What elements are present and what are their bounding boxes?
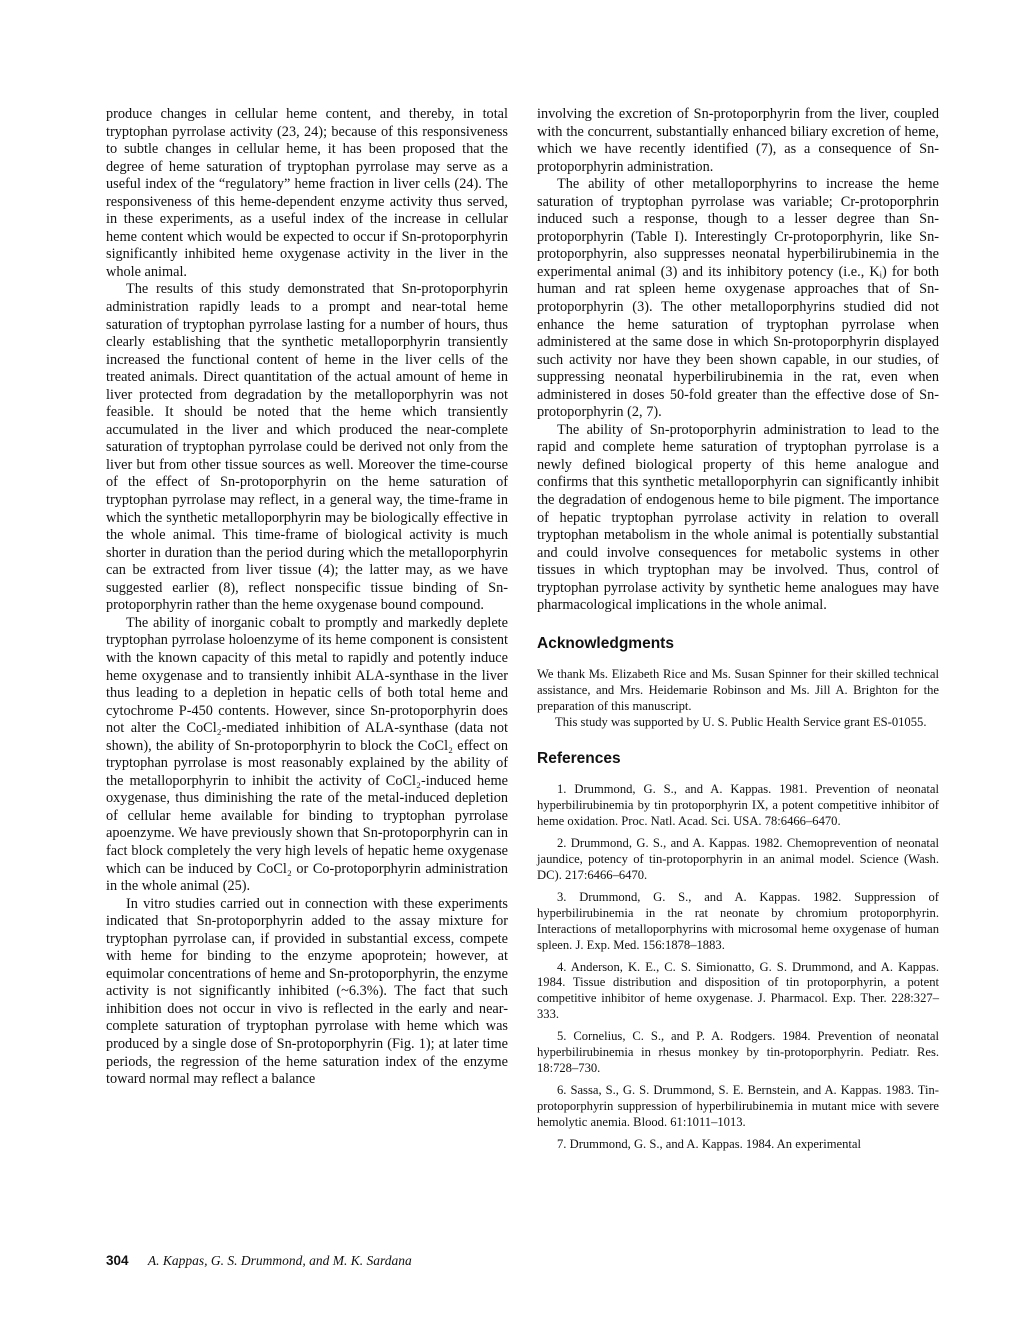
reference-item: 5. Cornelius, C. S., and P. A. Rodgers. 1984. Prevention of neonatal hyperbilirubinemia in rhesus monkey by tin-protoporphyrin. Pediatr. Res. 18:728–730. [537, 1029, 939, 1075]
body-paragraph: In vitro studies carried out in connection with these experiments indicated that Sn-protoporphyrin added to the assay mixture for tryptophan pyrrolase can, if provided in substantial excess, compete with heme for binding to the enzyme apoprotein; however, at equimolar concentrations of heme and Sn-protoporphyrin, the enzyme activity is not significantly inhibited (~6.3%). The fact that such inhibition does not occur in vivo is reflected in the early and near-complete saturation of tryptophan pyrrolase with heme which was produced by a single dose of Sn-protoporphyrin (Fig. 1); at later time periods, the regression of the heme saturation index of the enzyme toward normal may reflect a balance [106, 895, 508, 1088]
reference-item: 4. Anderson, K. E., C. S. Simionatto, G. S. Drummond, and A. Kappas. 1984. Tissue distribution and disposition of tin protoporphyrin, a potent competitive inhibitor of heme oxygenase. J. Pharmacol. Exp. Ther. 228:327–333. [537, 959, 939, 1022]
reference-item: 7. Drummond, G. S., and A. Kappas. 1984. An experimental [557, 1136, 861, 1151]
body-paragraph: produce changes in cellular heme content, and thereby, in total tryptophan pyrrolase activity (23, 24); because of this responsiveness to subtle changes in cellular heme, it has been proposed that the degree of heme saturation of tryptophan pyrrolase may serve as a useful index of the “regulatory” heme fraction in liver cells (24). The responsiveness of this heme-dependent enzyme activity thus served, in these experiments, as a useful index of the increase in cellular heme content which would be expected to occur if Sn-protoporphyrin significantly inhibited heme oxygenase activity in the liver in the whole animal. [106, 106, 508, 280]
acknowledgments-heading: Acknowledgments [537, 634, 674, 652]
reference-item: 3. Drummond, G. S., and A. Kappas. 1982. Suppression of hyperbilirubinemia in the rat neonate by chromium protoporphyrin. Interactions of metalloporphyrins with microsomal heme oxygenase of human spleen. J. Exp. Med. 156:1878–1883. [537, 889, 939, 952]
body-paragraph: The ability of other metalloporphyrins to increase the heme saturation of tryptophan pyrrolase was variable; Cr-protoporphrin induced such a response, though to a lesser degree than Sn-protoporphyrin (Table I). Interestingly Cr-protoporphyrin, like Sn-protoporphyrin, also suppresses neonatal hyperbilirubinemia in the experimental animal (3) and its inhibitory potency (i.e., Kᵢ) for both human and rat spleen heme oxygenase approaches that of Sn-protoporphyrin (3). The other metalloporphyrins studied did not enhance the heme saturation of tryptophan pyrrolase when administered at the same dose in which Sn-protoporphyrin displayed such activity nor have they been shown capable, in our studies, of suppressing neonatal hyperbilirubinemia in the rat, even when administered in doses 50-fold greater than the effective dose of Sn-protoporphyrin (2, 7). [537, 176, 939, 421]
reference-item: 2. Drummond, G. S., and A. Kappas. 1982. Chemoprevention of neonatal jaundice, potency of tin-protoporphyrin in an animal model. Science (Wash. DC). 217:6466–6470. [537, 836, 939, 883]
page-number: 304 [106, 1253, 129, 1268]
body-paragraph: The ability of inorganic cobalt to promptly and markedly deplete tryptophan pyrrolase holoenzyme of its heme component is consistent with the known capacity of this metal to rapidly and potently induce heme oxygenase and to transiently inhibit ALA-synthase in the liver thus leading to a depletion in hepatic cells of both total heme and cytochrome P-450 contents. However, since Sn-protoporphyrin does not alter the CoCl₂-mediated inhibition of ALA-synthase (data not shown), the ability of Sn-protoporphyrin to block the CoCl₂ effect on tryptophan pyrrolase is most reasonably explained by the ability of the metalloporphyrin to inhibit the activity of CoCl₂-induced heme oxygenase, thus diminishing the rate of the metal-induced depletion of cellular heme available for binding to tryptophan pyrrolase apoenzyme. We have previously shown that Sn-protoporphyrin can in fact block completely the very high levels of hepatic heme oxygenase which can be induced by CoCl₂ or Co-protoporphyrin administration in the whole animal (25). [106, 614, 508, 895]
body-paragraph: The results of this study demonstrated that Sn-protoporphyrin administration rapidly leads to a prompt and near-total heme saturation of tryptophan pyrrolase lasting for a number of hours, thus clearly establishing that the synthetic metalloporphyrin transiently increased the functional content of heme in the liver cells of the treated animals. Direct quantitation of the actual amount of heme in liver protected from degradation by the metalloporphyrin was not feasible. It should be noted that the heme which transiently accumulated in the liver and which produced the near-complete saturation of tryptophan pyrrolase could be derived not only from the liver but from other tissue sources as well. Moreover the time-course of the effect of Sn-protoporphyrin on the heme saturation of tryptophan pyrrolase may reflect, in a general way, the time-frame in which the synthetic metalloporphyrin may be biologically effective in the whole animal. This time-frame of biological activity is much shorter in duration than the period during which the metalloporphyrin can be extracted from liver tissue (4); the latter may, as we have suggested earlier (8), reflect nonspecific tissue binding of Sn-protoporphyrin rather than the heme oxygenase bound compound. [106, 281, 508, 614]
body-paragraph: involving the excretion of Sn-protoporphyrin from the liver, coupled with the concurrent, substantially enhanced biliary excretion of heme, which we have recently identified (7), as a consequence of Sn-protoporphyrin administration. [537, 106, 939, 175]
left-column [106, 106, 508, 1089]
right-column [537, 106, 939, 1159]
running-authors: A. Kappas, G. S. Drummond, and M. K. Sardana [147, 1253, 412, 1268]
body-paragraph: The ability of Sn-protoporphyrin administration to lead to the rapid and complete heme saturation of tryptophan pyrrolase is a newly defined biological property of this heme analogue and confirms that this synthetic metalloporphyrin can significantly inhibit the degradation of endogenous heme to bile pigment. The importance of hepatic tryptophan pyrrolase activity in relation to overall tryptophan metabolism in the whole animal is potentially substantial and could involve consequences for metabolic systems in other tissues in which tryptophan may be involved. Thus, control of tryptophan pyrrolase activity by synthetic heme analogues may have pharmacological implications in the whole animal. [537, 421, 939, 614]
references-list [537, 782, 939, 1152]
page-footer [106, 1253, 412, 1269]
acknowledgment-text: We thank Ms. Elizabeth Rice and Ms. Susan Spinner for their skilled technical assistance, and Mrs. Heidemarie Robinson and Ms. Jill A. Brighton for the preparation of this manuscript. [537, 666, 939, 713]
reference-item: 1. Drummond, G. S., and A. Kappas. 1981. Prevention of neonatal hyperbilirubinemia by tin protoporphyrin IX, a potent competitive inhibitor of heme oxidation. Proc. Natl. Acad. Sci. USA. 78:6466–6470. [537, 782, 939, 829]
references-heading: References [537, 750, 621, 768]
reference-item: 6. Sassa, S., G. S. Drummond, S. E. Bernstein, and A. Kappas. 1983. Tin-protoporphyrin suppression of hyperbilirubinemia in mutant mice with severe hemolytic anemia. Blood. 61:1011–1013. [537, 1082, 939, 1129]
acknowledgment-text: This study was supported by U. S. Public Health Service grant ES-01055. [555, 714, 927, 729]
